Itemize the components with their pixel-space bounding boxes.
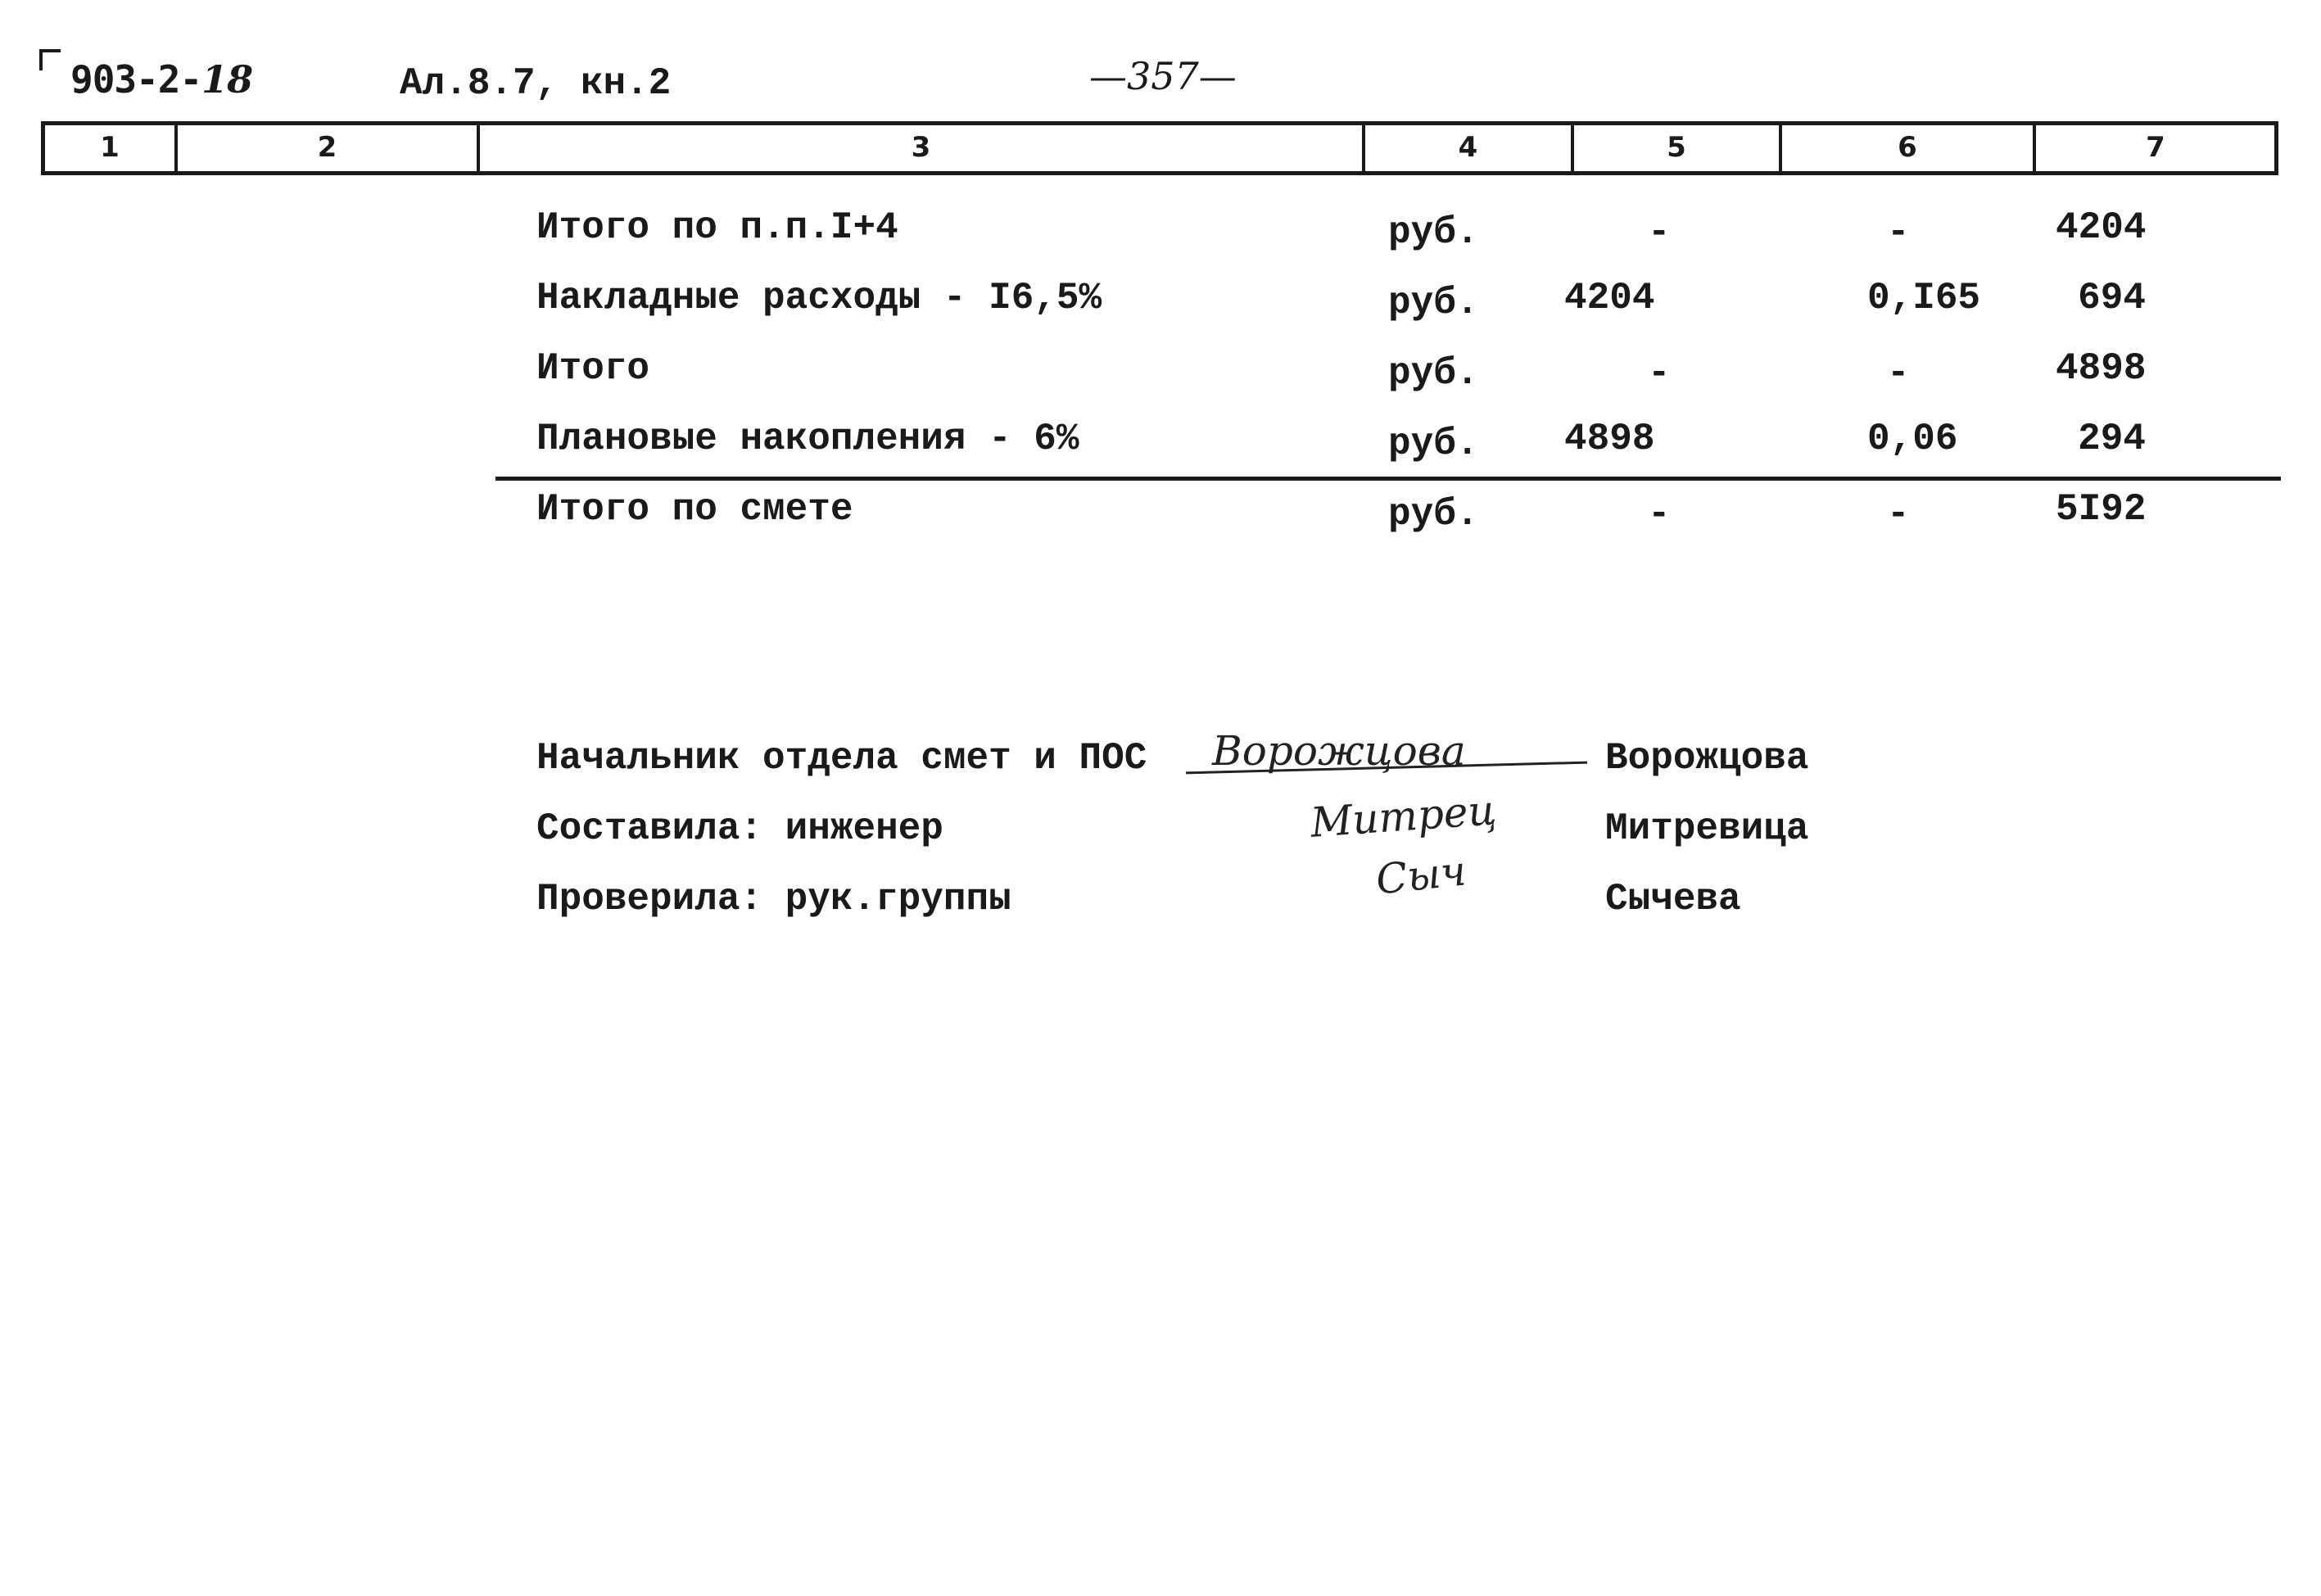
signature-name: Сычева xyxy=(1605,878,1741,920)
album-reference: Ал.8.7, кн.2 xyxy=(400,62,672,105)
row-coefficient: - xyxy=(1887,211,1910,254)
signature-role: Начальник отдела смет и ПОС xyxy=(536,737,1147,780)
signature-name: Ворожцова xyxy=(1605,737,1809,780)
row-description: Итого по п.п.I+4 xyxy=(536,206,898,249)
signature-role: Составила: инженер xyxy=(536,807,943,850)
row-base: - xyxy=(1648,211,1671,254)
column-number: 7 xyxy=(2146,131,2165,164)
page-number: —357— xyxy=(1089,54,1237,98)
row-unit: руб. xyxy=(1388,211,1479,254)
column-number: 6 xyxy=(1898,131,1917,164)
row-total: 4204 xyxy=(2056,206,2147,249)
row-description: Накладные расходы - I6,5% xyxy=(536,277,1102,319)
row-unit: руб. xyxy=(1388,493,1479,536)
row-base: - xyxy=(1648,493,1671,536)
row-description: Итого по смете xyxy=(536,488,853,531)
row-coefficient: - xyxy=(1887,493,1910,536)
row-unit: руб. xyxy=(1388,352,1479,395)
row-total: 694 xyxy=(2078,277,2146,319)
summary-rule xyxy=(495,477,2281,481)
row-total: 294 xyxy=(2078,418,2146,460)
row-base: 4204 xyxy=(1564,277,1655,319)
corner-mark xyxy=(39,49,61,70)
row-total: 5I92 xyxy=(2056,488,2147,531)
column-number: 3 xyxy=(911,131,931,164)
signature-role: Проверила: рук.группы xyxy=(536,878,1011,920)
row-description: Плановые накопления - 6% xyxy=(536,418,1079,460)
handwritten-signature: Сыч xyxy=(1373,847,1468,904)
row-unit: руб. xyxy=(1388,282,1479,324)
row-coefficient: 0,I65 xyxy=(1867,277,1981,319)
row-base: - xyxy=(1648,352,1671,395)
handwritten-signature: Ворожцова xyxy=(1212,727,1466,775)
document-code: 903-2-18 xyxy=(70,57,253,102)
row-coefficient: 0,06 xyxy=(1867,418,1958,460)
column-number: 2 xyxy=(317,131,337,164)
column-number: 4 xyxy=(1458,131,1478,164)
column-number: 1 xyxy=(100,131,120,164)
row-total: 4898 xyxy=(2056,347,2147,390)
row-coefficient: - xyxy=(1887,352,1910,395)
row-description: Итого xyxy=(536,347,650,390)
row-unit: руб. xyxy=(1388,423,1479,465)
row-base: 4898 xyxy=(1564,418,1655,460)
column-number: 5 xyxy=(1667,131,1686,164)
signature-name: Митревица xyxy=(1605,807,1809,850)
handwritten-signature: Митрец xyxy=(1309,786,1499,847)
